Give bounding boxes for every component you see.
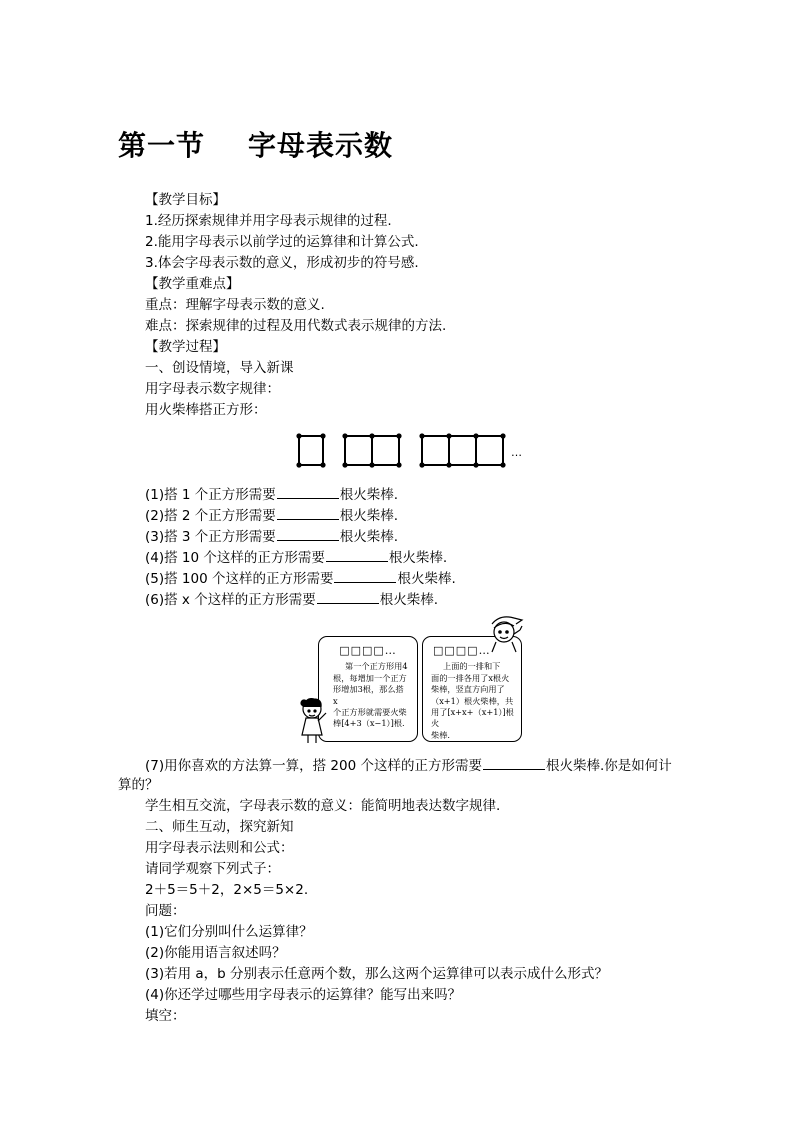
bubble-right-line: 柴棒，竖直方向用了	[431, 684, 505, 695]
girl-cartoon-icon	[296, 695, 332, 745]
formula-line: 2＋5＝5＋2，2×5＝5×2.	[145, 882, 309, 898]
question-7-continued: 算的？	[118, 777, 159, 793]
question-4: (4)搭 10 个这样的正方形需要 根火柴棒.	[145, 547, 447, 567]
page-title: 第一节 字母表示数	[118, 129, 393, 162]
question-2: (2)搭 2 个正方形需要 根火柴棒.	[145, 505, 398, 525]
bubble-right-line: 用了[x+x+（x+1）]根火	[431, 707, 514, 729]
answer-blank-5[interactable]	[334, 568, 396, 583]
bubble-right-line: 面的一排各用了x根火	[431, 672, 510, 683]
key-points-heading: 【教学重难点】	[145, 276, 240, 292]
left-thought-bubble	[318, 636, 418, 742]
difficult-point: 难点：探索规律的过程及用代数式表示规律的方法.	[145, 318, 447, 334]
problem-1: (1)它们分别叫什么运算律？	[145, 924, 313, 940]
matchstick-ellipsis: …	[511, 446, 522, 459]
problem-4: (4)你还学过哪些用字母表示的运算律？能写出来吗？	[145, 987, 462, 1003]
bubble-boxes-right: □□□□…	[433, 644, 491, 657]
answer-blank-7[interactable]	[483, 755, 545, 770]
part2-line1: 用字母表示法则和公式：	[145, 840, 294, 856]
answer-blank-6[interactable]	[317, 589, 379, 604]
goal-3: 3.体会字母表示数的意义，形成初步的符号感.	[145, 255, 419, 271]
question-6: (6)搭 x 个这样的正方形需要 根火柴棒.	[145, 589, 438, 609]
question-3: (3)搭 3 个正方形需要 根火柴棒.	[145, 526, 398, 546]
key-point: 重点：理解字母表示数的意义.	[145, 297, 325, 313]
bubble-left-line: 形增加3根，那么搭x	[333, 684, 404, 706]
bubble-boxes-left: □□□□…	[339, 644, 397, 657]
bubble-left-line: 根，每增加一个正方	[333, 672, 407, 683]
bubble-left-line: 棒[4+3（x−1）]根.	[333, 718, 405, 729]
bubble-right-line: 上面的一排和下	[443, 661, 501, 672]
question-heading: 问题：	[145, 903, 186, 919]
matchstick-squares-figure	[292, 428, 532, 472]
part1-title: 一、创设情境，导入新课	[145, 360, 294, 376]
answer-blank-3[interactable]	[277, 526, 339, 541]
bubble-right-line: 柴棒.	[431, 729, 450, 740]
problem-2: (2)你能用语言叙述吗？	[145, 945, 286, 961]
part2-title: 二、师生互动，探究新知	[145, 819, 294, 835]
bubble-left-line: 个正方形就需要火柴	[333, 707, 407, 718]
bubble-left-line: 第一个正方形用4	[345, 661, 408, 672]
goal-1: 1.经历探索规律并用字母表示规律的过程.	[145, 213, 392, 229]
answer-blank-4[interactable]	[326, 547, 388, 562]
goal-2: 2.能用字母表示以前学过的运算律和计算公式.	[145, 234, 419, 250]
question-1: (1)搭 1 个正方形需要 根火柴棒.	[145, 484, 398, 504]
boy-cartoon-icon	[486, 612, 526, 654]
question-7: (7)用你喜欢的方法算一算，搭 200 个这样的正方形需要 根火柴棒.你是如何计	[145, 755, 672, 775]
process-heading: 【教学过程】	[145, 339, 226, 355]
fill-in-label: 填空：	[145, 1008, 186, 1024]
answer-blank-2[interactable]	[277, 505, 339, 520]
bubble-right-line: （x+1）根火柴棒，共	[431, 695, 514, 706]
exchange-note: 学生相互交流，字母表示数的意义：能简明地表达数字规律.	[145, 798, 501, 814]
problem-3: (3)若用 a，b 分别表示任意两个数，那么这两个运算律可以表示成什么形式？	[145, 966, 609, 982]
part1-line1: 用字母表示数字规律：	[145, 381, 280, 397]
part1-line2: 用火柴棒搭正方形：	[145, 402, 267, 418]
goals-heading: 【教学目标】	[145, 192, 226, 208]
part2-line2: 请同学观察下列式子：	[145, 861, 280, 877]
answer-blank-1[interactable]	[277, 484, 339, 499]
question-5: (5)搭 100 个这样的正方形需要 根火柴棒.	[145, 568, 456, 588]
